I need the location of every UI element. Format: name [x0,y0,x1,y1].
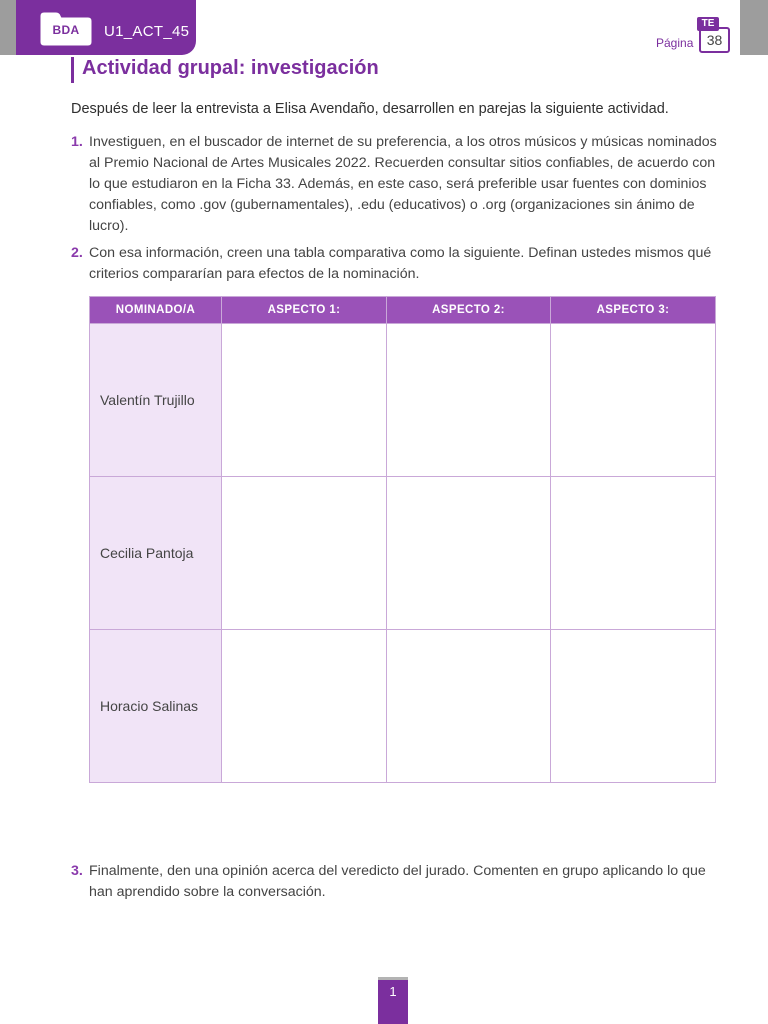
activity-code: U1_ACT_45 [104,23,190,40]
answer-cell[interactable] [551,324,716,477]
list-item [71,132,721,237]
list-item-text: Investiguen, en el buscador de internet de su preferencia, a los otros músicos y músicas nominados al Premio Nacional de Artes Musicales 2022. Recuerden consultar sitios confiables, de acuerdo con lo que estudiaron en la Ficha 33. Además, en este caso, será preferible usar fuentes con dominios confiables, como .gov (gubernamentales), .edu (educativos) o .org (organizaciones sin ánimo de lucro). [89,134,717,234]
list-item [71,861,721,903]
footer-page-number: 1 [378,977,408,1024]
answer-cell[interactable] [222,630,387,783]
comparison-table [89,296,716,783]
answer-cell[interactable] [551,477,716,630]
answer-cell[interactable] [222,324,387,477]
bda-logo-text: BDA [52,23,80,37]
answer-cell[interactable] [387,477,551,630]
column-header: ASPECTO 2: [387,297,551,324]
list-item-text: Finalmente, den una opinión acerca del veredicto del jurado. Comenten en grupo aplicando lo que han aprendido sobre la conversación. [89,863,706,900]
page-title: Actividad grupal: investigación [82,57,379,79]
list-item-number: 3. [71,863,83,879]
answer-cell[interactable] [222,477,387,630]
table-header-row [90,297,716,324]
list-item-number: 1. [71,134,83,150]
page-label: Página [656,36,694,50]
nominee-cell: Horacio Salinas [90,630,222,783]
table-row [90,324,716,477]
nominee-cell: Valentín Trujillo [90,324,222,477]
column-header: NOMINADO/A [90,297,222,324]
answer-cell[interactable] [551,630,716,783]
column-header: ASPECTO 3: [551,297,716,324]
list-item-text: Con esa información, creen una tabla comparativa como la siguiente. Definan ustedes mismos qué criterios compararían para efectos de la nominación. [89,245,712,282]
list-item [71,243,721,285]
answer-cell[interactable] [387,630,551,783]
title-rule [71,57,74,83]
table-row [90,477,716,630]
page-number: 38 [699,27,730,53]
header-gray-strip-left [0,0,16,55]
table-row [90,630,716,783]
list-item-number: 2. [71,245,83,261]
column-header: ASPECTO 1: [222,297,387,324]
nominee-cell: Cecilia Pantoja [90,477,222,630]
header-gray-strip-right [740,0,768,55]
answer-cell[interactable] [387,324,551,477]
bda-logo [38,12,94,46]
te-badge: TE [697,17,719,31]
intro-text: Después de leer la entrevista a Elisa Avendaño, desarrollen en parejas la siguiente actividad. [71,101,669,117]
